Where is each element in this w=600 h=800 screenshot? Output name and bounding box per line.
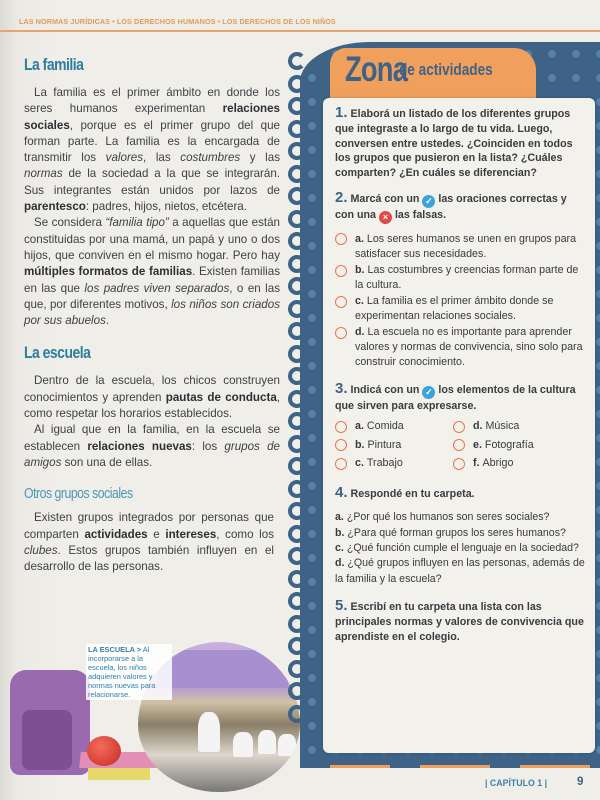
spiral-ring <box>288 255 306 273</box>
spiral-ring <box>288 457 306 475</box>
option-text: Comida <box>366 420 404 433</box>
radio-circle[interactable] <box>335 421 347 433</box>
option-letter: e. <box>473 438 482 451</box>
option-letter: a. <box>355 420 364 433</box>
radio-circle[interactable] <box>335 458 347 470</box>
question-letter: a. <box>335 511 344 524</box>
spiral-ring <box>288 120 306 138</box>
option-f <box>453 456 573 471</box>
radio-circle[interactable] <box>335 439 347 451</box>
spiral-ring <box>288 637 306 655</box>
radio-circle[interactable] <box>335 233 347 245</box>
spiral-ring <box>288 435 306 453</box>
activity-number: 3. <box>335 379 348 397</box>
spiral-ring <box>288 210 306 228</box>
spiral-ring <box>288 300 306 318</box>
radio-circle[interactable] <box>335 327 347 339</box>
escuela-paragraph-1: Dentro de la escuela, los chicos construyen conocimientos y aprenden pautas de conducta, como respetar los horarios establecidos. <box>24 374 280 421</box>
photo-caption <box>86 644 172 700</box>
familia-paragraph-1: La familia es el primer ámbito en donde los seres humanos experimentan relaciones sociales, porque es el primer grupo del que forman parte. La familia es la encargada de transmitir los valores, las costumbres y las normas de la sociedad a la que se integrarán. Sus integrantes están unidos por lazos de parentesco: padres, hijos, nietos, etcétera. <box>24 86 281 214</box>
spiral-ring <box>288 322 306 340</box>
activity-4 <box>335 486 585 502</box>
option-text: Música <box>485 420 520 433</box>
header-rule <box>0 30 600 32</box>
radio-circle[interactable] <box>335 265 347 277</box>
activity-3 <box>335 379 585 414</box>
option-b <box>335 263 585 293</box>
activities-card <box>323 98 595 753</box>
activity-number: 2. <box>335 188 348 206</box>
activity-2 <box>335 188 585 224</box>
spiral-ring <box>288 165 306 183</box>
option-text: La escuela no es importante para aprender valores y normas de convivencia, sino solo para construir conocimiento. <box>355 326 583 368</box>
heading-otros-grupos: Otros grupos sociales <box>24 485 133 503</box>
option-text: Los seres humanos se unen en grupos para satisfacer sus necesidades. <box>355 232 577 260</box>
option-e <box>453 438 573 453</box>
escuela-paragraph-2: Al igual que en la familia, en la escuela se establecen relaciones nuevas: los grupos de amigos son una de ellas. <box>24 423 280 469</box>
activity-2-text: las oraciones correctas y con una <box>335 192 567 221</box>
book-image <box>88 768 150 780</box>
spiral-ring <box>288 142 306 160</box>
activity-2-options <box>335 232 585 370</box>
left-column <box>24 55 280 575</box>
school-collage-image <box>0 640 300 800</box>
option-letter: b. <box>355 264 365 277</box>
activity-3-text: Indicá con un <box>350 383 420 396</box>
radio-circle[interactable] <box>453 421 465 433</box>
spiral-binding-decoration <box>282 52 312 752</box>
otros-paragraph-1: Existen grupos integrados por personas que comparten actividades e intereses, como los clubes. Estos grupos también influyen en el desarrollo de las personas. <box>24 511 274 574</box>
option-d <box>335 325 585 369</box>
spiral-ring <box>288 480 306 498</box>
activity-number: 4. <box>335 484 348 502</box>
radio-circle[interactable] <box>335 296 347 308</box>
option-c <box>335 294 585 324</box>
spiral-ring <box>288 592 306 610</box>
student-figure <box>258 730 276 754</box>
spiral-ring <box>288 75 306 93</box>
question-b <box>335 526 585 541</box>
spiral-ring <box>288 615 306 633</box>
spiral-ring <box>288 97 306 115</box>
option-letter: d. <box>473 420 483 433</box>
heading-escuela: La escuela <box>24 343 91 363</box>
cross-icon: × <box>379 211 392 224</box>
radio-circle[interactable] <box>453 458 465 470</box>
zone-title-small: de actividades <box>399 60 493 79</box>
decorative-stripe <box>520 765 590 768</box>
activity-1-text: Elaborá un listado de los diferentes grupos que integraste a lo largo de tu vida. Luego, conversen entre ustedes. ¿Coinciden en todos los grupos que pusieron en la lista? ¿Cuáles comparten? ¿En cuáles se diferencian? <box>335 108 573 180</box>
teacher-figure <box>198 712 220 752</box>
radio-circle[interactable] <box>453 439 465 451</box>
spiral-ring <box>288 570 306 588</box>
chapter-label: | CAPÍTULO 1 | <box>485 778 548 788</box>
activity-number: 1. <box>335 104 348 121</box>
activity-5-text: Escribí en tu carpeta una lista con las principales normas y valores de convivencia que aprendiste en el colegio. <box>335 601 584 643</box>
option-letter: c. <box>355 457 364 470</box>
spiral-ring <box>288 367 306 385</box>
activity-5 <box>335 599 585 644</box>
option-text: Pintura <box>367 438 402 451</box>
running-head: LAS NORMAS JURÍDICAS • LOS DERECHOS HUMANOS • LOS DERECHOS DE LOS NIÑOS <box>19 17 336 26</box>
activity-4-questions <box>335 510 585 587</box>
question-text: ¿Qué función cumple el lenguaje en la sociedad? <box>346 541 579 554</box>
option-a <box>335 232 585 262</box>
option-text: Abrigo <box>482 457 514 470</box>
decorative-stripe <box>420 765 490 768</box>
spiral-ring <box>288 502 306 520</box>
option-c <box>335 456 453 471</box>
backpack-pocket <box>22 710 72 770</box>
spiral-ring <box>288 660 306 678</box>
student-figure <box>233 732 253 757</box>
option-a <box>335 419 453 434</box>
familia-paragraph-2: Se considera “familia tipo” a aquellas que están constituidas por una mamá, un papá y uno o dos hijos, que conviven en el mismo hogar. Pero hay múltiples formatos de familias. Existen familias en las que los padres viven separados, o en las que, por diferentes motivos, los niños son criados por sus abuelos. <box>24 216 280 328</box>
activity-3-options <box>335 419 585 472</box>
question-letter: d. <box>335 557 345 570</box>
question-letter: c. <box>335 541 344 554</box>
option-text: Trabajo <box>366 457 403 470</box>
check-icon: ✓ <box>422 195 435 208</box>
zone-title-big: Zona <box>345 50 408 89</box>
spiral-ring <box>288 705 306 723</box>
question-a <box>335 510 585 525</box>
option-letter: a. <box>355 232 364 245</box>
caption-label: LA ESCUELA > <box>88 645 142 654</box>
question-text: ¿Por qué los humanos son seres sociales? <box>346 511 550 524</box>
activity-1 <box>335 106 585 181</box>
activity-2-text: Marcá con un <box>350 192 420 205</box>
activity-number: 5. <box>335 597 348 615</box>
activity-3-text: los elementos de la cultura que sirven para expresarse. <box>335 383 576 412</box>
option-letter: c. <box>355 295 364 308</box>
spiral-ring <box>288 277 306 295</box>
option-letter: d. <box>355 326 365 339</box>
zone-title <box>345 50 516 90</box>
option-text: Fotografía <box>484 438 534 451</box>
heading-familia: La familia <box>24 55 84 74</box>
question-d <box>335 556 585 587</box>
question-letter: b. <box>335 526 345 539</box>
question-c <box>335 541 585 556</box>
spiral-ring <box>288 390 306 408</box>
decorative-stripe <box>330 765 390 768</box>
spiral-ring <box>288 412 306 430</box>
spiral-ring <box>288 547 306 565</box>
spiral-ring <box>288 232 306 250</box>
activity-4-text: Respondé en tu carpeta. <box>350 488 475 501</box>
spiral-ring <box>288 345 306 363</box>
apple-image <box>87 736 121 766</box>
spiral-ring <box>288 187 306 205</box>
classroom-wall <box>158 650 288 688</box>
option-letter: b. <box>355 438 365 451</box>
question-text: ¿Qué grupos influyen en las personas, además de la familia y la escuela? <box>335 557 585 585</box>
check-icon: ✓ <box>422 386 435 399</box>
spiral-ring <box>288 52 306 70</box>
option-b <box>335 438 453 453</box>
spiral-ring <box>288 525 306 543</box>
activity-2-text: las falsas. <box>394 208 447 221</box>
option-text: Las costumbres y creencias forman parte de la cultura. <box>355 264 579 291</box>
option-text: La familia es el primer ámbito donde se experimentan relaciones sociales. <box>355 295 554 322</box>
page-number: 9 <box>577 776 584 788</box>
option-d <box>453 419 573 434</box>
option-letter: f. <box>473 457 480 470</box>
question-text: ¿Para qué forman grupos los seres humanos? <box>347 526 566 539</box>
spiral-ring <box>288 682 306 700</box>
caption-text: Al incorporarse a la escuela, los niños adquieren valores y normas nuevas para relacionarse. <box>88 645 156 699</box>
